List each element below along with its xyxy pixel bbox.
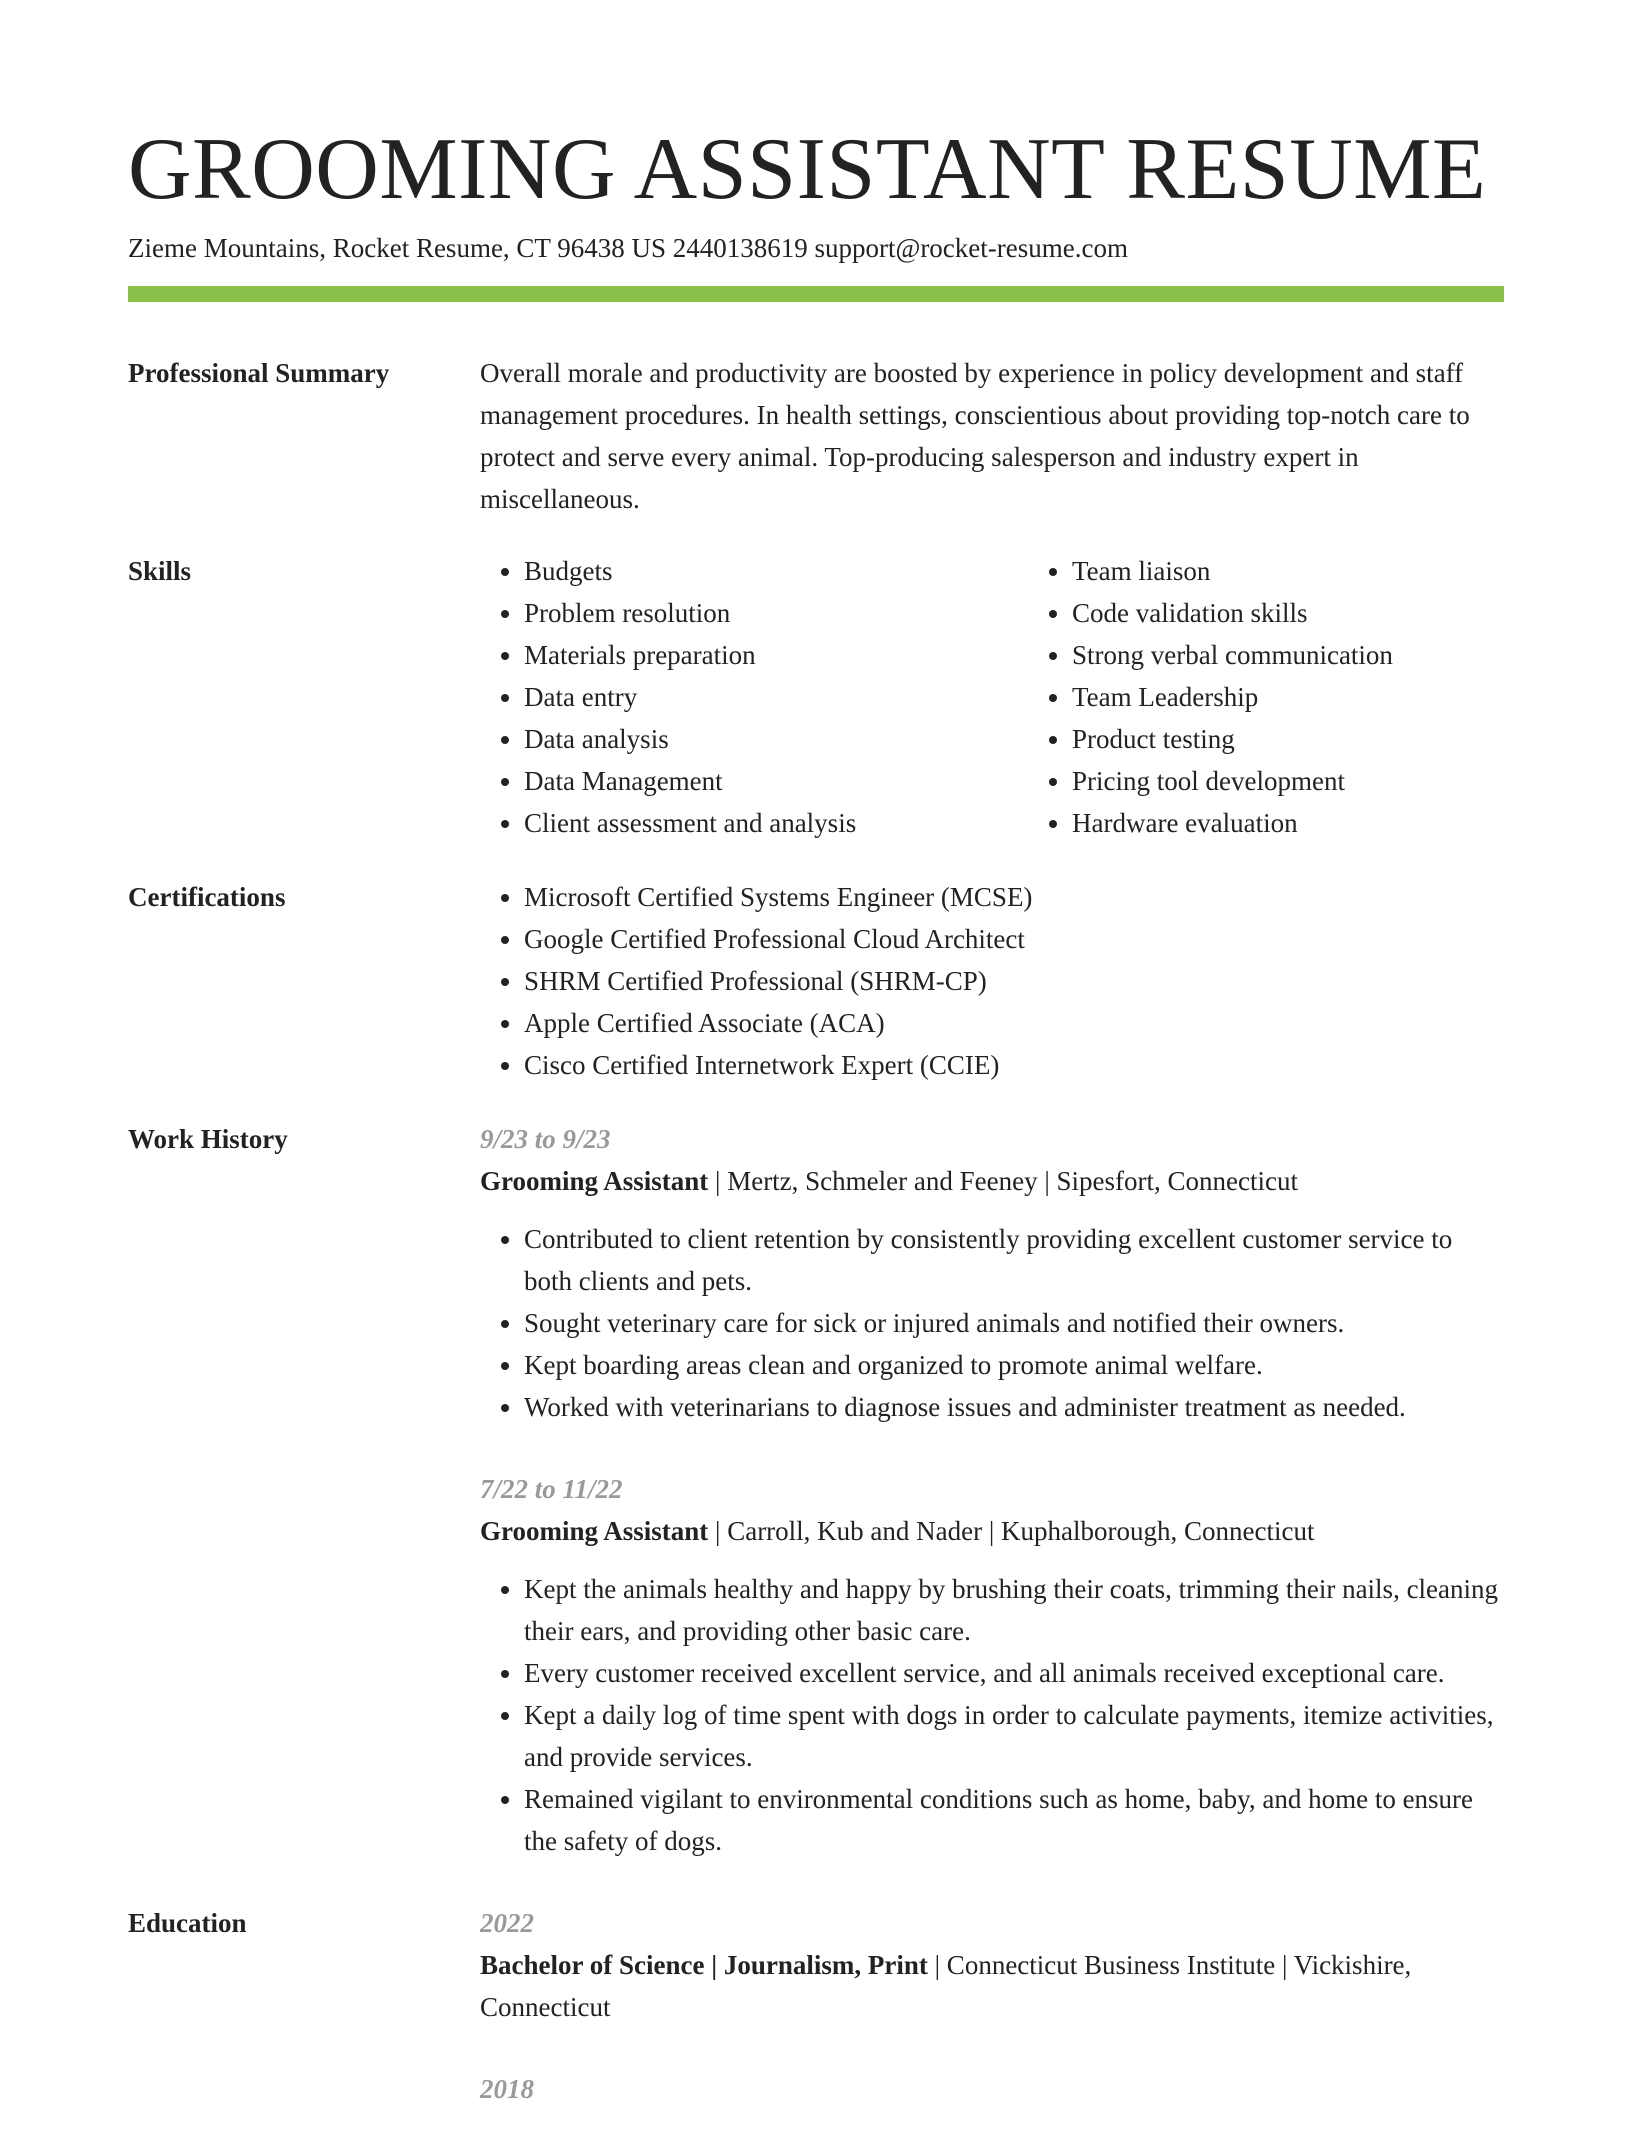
education-section xyxy=(128,1902,1504,2150)
job-title: Grooming Assistant xyxy=(480,1166,709,1196)
certification-item: • SHRM Certified Professional (SHRM-CP) xyxy=(524,960,1504,1002)
job-employer: | Mertz, Schmeler and Feeney | Sipesfort, Connecticut xyxy=(708,1166,1298,1196)
contact-line: Zieme Mountains, Rocket Resume, CT 96438 US 2440138619 support@rocket-resume.com xyxy=(128,233,1128,263)
education-school: | Connecticut Business Institute | Vickishire, Connecticut xyxy=(480,1950,1412,2022)
job-duty-item: • Kept a daily log of time spent with dogs in order to calculate payments, itemize activities, and provide services. xyxy=(524,1694,1504,1778)
education-year: 2018 xyxy=(480,2074,534,2104)
job-duty-item: • Worked with veterinarians to diagnose issues and administer treatment as needed. xyxy=(524,1386,1504,1428)
certifications-list xyxy=(480,876,1504,1086)
section-label-education: Education xyxy=(128,1908,247,1938)
job-dates: 7/22 to 11/22 xyxy=(480,1474,623,1504)
skill-item: • Data analysis xyxy=(524,718,1028,760)
summary-section xyxy=(128,352,1504,520)
work-history-section xyxy=(128,1118,1504,1902)
skill-item: • Data entry xyxy=(524,676,1028,718)
certification-item: • Google Certified Professional Cloud Architect xyxy=(524,918,1504,960)
skill-item: • Budgets xyxy=(524,550,1028,592)
job-duty-item: • Sought veterinary care for sick or injured animals and notified their owners. xyxy=(524,1302,1504,1344)
job-employer: | Carroll, Kub and Nader | Kuphalborough, Connecticut xyxy=(708,1516,1315,1546)
job-title: Grooming Assistant xyxy=(480,1516,709,1546)
skill-item: • Problem resolution xyxy=(524,592,1028,634)
skill-item: • Team Leadership xyxy=(1072,676,1504,718)
skill-item: • Product testing xyxy=(1072,718,1504,760)
education-heading xyxy=(480,1944,1504,2028)
skills-column-left xyxy=(480,550,1028,844)
job-heading xyxy=(480,1510,1504,1552)
skill-item: • Data Management xyxy=(524,760,1028,802)
education-degree: Bachelor of Science | Journalism, Print xyxy=(480,1950,928,1980)
job-duty-item: • Remained vigilant to environmental conditions such as home, baby, and home to ensure the safety of dogs. xyxy=(524,1778,1504,1862)
job-duty-item: • Kept boarding areas clean and organized to promote animal welfare. xyxy=(524,1344,1504,1386)
job-heading xyxy=(480,1160,1504,1202)
summary-text: Overall morale and productivity are boosted by experience in policy development and staff management procedures. In health settings, conscientious about providing top-notch care to protect and serve every animal. Top-producing salesperson and industry expert in miscellaneous. xyxy=(480,358,1470,514)
section-label-work-history: Work History xyxy=(128,1124,288,1154)
skill-item: • Pricing tool development xyxy=(1072,760,1504,802)
education-entry xyxy=(480,1902,1504,2028)
job-duties xyxy=(480,1218,1504,1428)
certification-item: • Apple Certified Associate (ACA) xyxy=(524,1002,1504,1044)
resume-page xyxy=(128,120,1504,2150)
education-year: 2022 xyxy=(480,1908,534,1938)
job-duty-item: • Kept the animals healthy and happy by brushing their coats, trimming their nails, cleaning their ears, and providing other basic care. xyxy=(524,1568,1504,1652)
job-entry xyxy=(480,1118,1504,1428)
skill-item: • Code validation skills xyxy=(1072,592,1504,634)
job-entry xyxy=(480,1468,1504,1862)
skill-item: • Materials preparation xyxy=(524,634,1028,676)
certification-item: • Cisco Certified Internetwork Expert (CCIE) xyxy=(524,1044,1504,1086)
certification-item: • Microsoft Certified Systems Engineer (MCSE) xyxy=(524,876,1504,918)
education-entry xyxy=(480,2068,1504,2110)
job-duty-item: • Contributed to client retention by consistently providing excellent customer service to both clients and pets. xyxy=(524,1218,1504,1302)
section-label-summary: Professional Summary xyxy=(128,358,390,388)
skill-item: • Strong verbal communication xyxy=(1072,634,1504,676)
section-label-certifications: Certifications xyxy=(128,882,286,912)
job-dates: 9/23 to 9/23 xyxy=(480,1124,611,1154)
certifications-section xyxy=(128,876,1504,1086)
skills-column-right xyxy=(1028,550,1504,844)
skill-item: • Hardware evaluation xyxy=(1072,802,1504,844)
job-duty-item: • Every customer received excellent service, and all animals received exceptional care. xyxy=(524,1652,1504,1694)
skill-item: • Team liaison xyxy=(1072,550,1504,592)
header-divider xyxy=(128,286,1504,302)
resume-title: GROOMING ASSISTANT RESUME xyxy=(128,121,1487,218)
skills-section xyxy=(128,550,1504,844)
skill-item: • Client assessment and analysis xyxy=(524,802,1028,844)
section-label-skills: Skills xyxy=(128,556,192,586)
job-duties xyxy=(480,1568,1504,1862)
